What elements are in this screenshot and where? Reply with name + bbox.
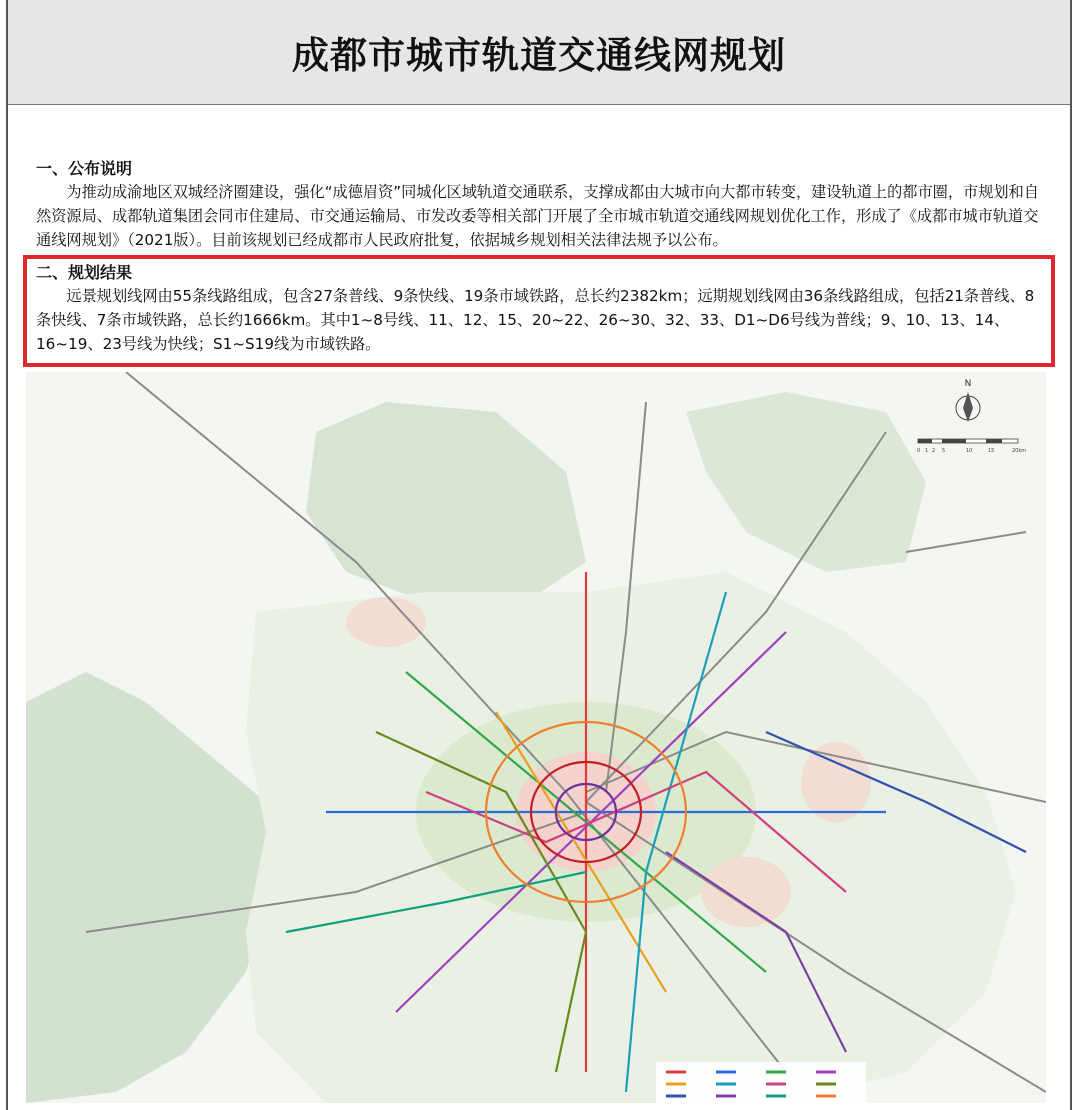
title-bar [8,0,1070,105]
scale-bar-segment [986,439,1002,443]
scale-label: 0 [917,448,921,454]
scale-bar-segment [942,439,966,443]
section-paragraph: 为推动成渝地区双城经济圈建设，强化“成德眉资”同城化区域轨道交通联系，支撑成都由大城市向大都市转变，建设轨道上的都市圈，市规划和自然资源局、成都轨道集团会同市住建局、市交通运输局、市发改委等相关部门开展了全市城市轨道交通线网规划优化工作，形成了《成都市城市轨道交通线网规划》（2021版）。目前该规划已经成都市人民政府批复，依据城乡规划相关法律法规予以公布。 [36,183,1039,249]
map-legend [656,1062,866,1103]
scale-label: 1 [925,448,929,454]
scale-bar-segment [918,439,932,443]
urban-cluster [346,597,426,647]
urban-cluster [701,857,791,927]
page-title: 成都市城市轨道交通线网规划 [292,34,786,77]
section-results [36,262,1046,356]
scale-label: 2 [932,448,936,454]
scale-label: 15 [988,448,995,454]
section-paragraph: 远景规划线网由55条线路组成，包含27条普线、9条快线、19条市域铁路，总长约2382km；远期规划线网由36条线路组成，包括21条普线、8条快线、7条市域铁路，总长约1666km。其中1~8号线、11、12、15、20~22、26~30、32、33、D1~D6号线为普线；9、10、13、14、16~19、23号线为快线；S1~S19线为市域铁路。 [36,287,1035,353]
section-heading: 一、公布说明 [36,159,133,178]
north-label: N [964,379,972,389]
section-announcement [36,158,1046,252]
scale-label: 5 [942,448,946,454]
network-map [26,372,1046,1103]
scale-label: 10 [966,448,973,454]
section-heading: 二、规划结果 [36,263,133,282]
scale-label: 20km [1012,448,1027,454]
urban-cluster [801,742,871,822]
map-canvas [26,372,1046,1103]
scale-bar-body [918,439,1018,443]
